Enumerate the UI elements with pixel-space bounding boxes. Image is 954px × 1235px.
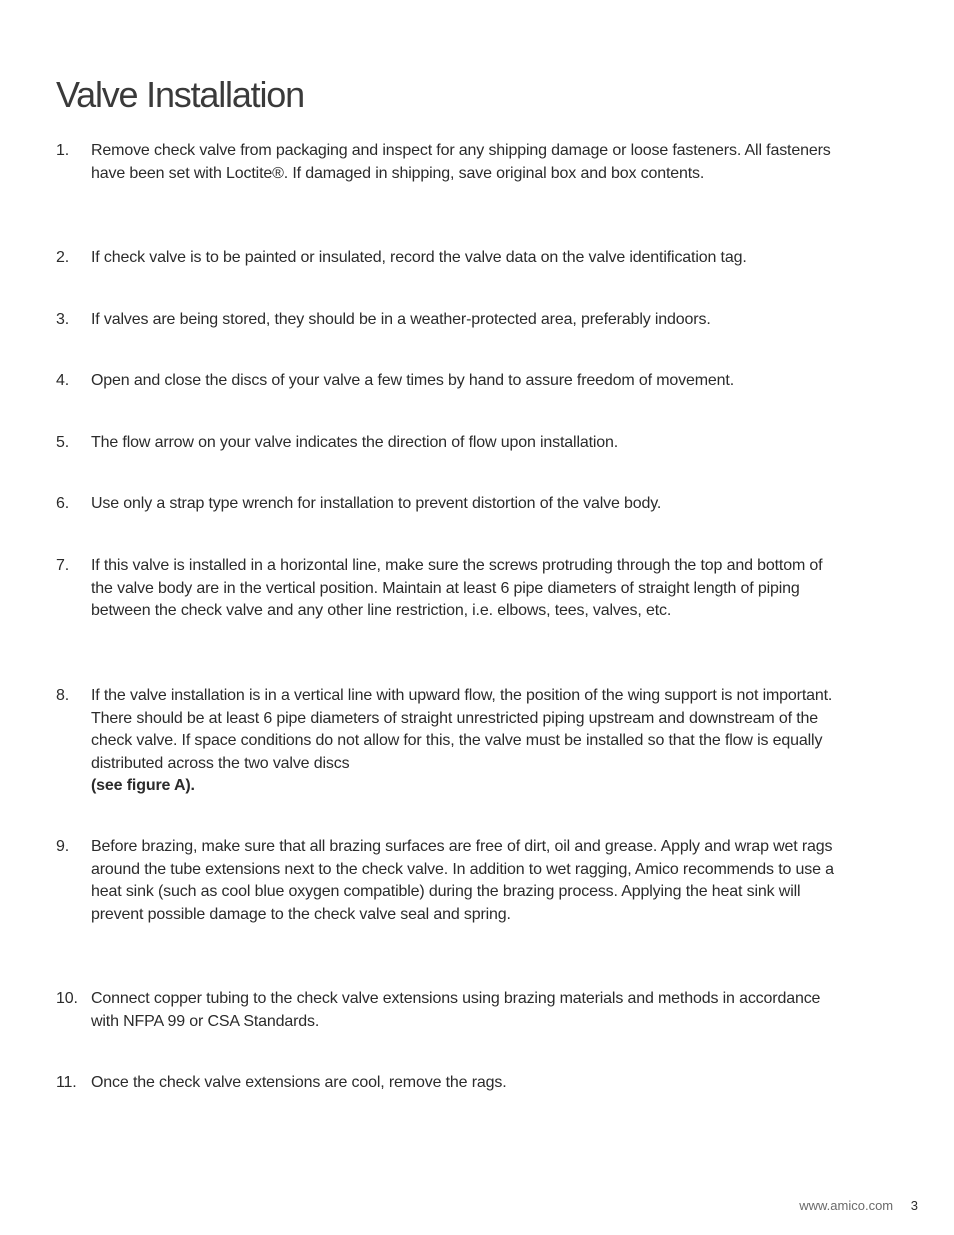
- step-item: [56, 140, 846, 185]
- step-text: Open and close the discs of your valve a few times by hand to assure freedom of movement.: [91, 372, 734, 389]
- step-item: [56, 370, 846, 393]
- step-item: [56, 836, 846, 926]
- step-number: 1.: [56, 142, 70, 159]
- step-number: 8.: [56, 687, 70, 704]
- step-text: Remove check valve from packaging and inspect for any shipping damage or loose fasteners. All fasteners have been set with Loctite®. If damaged in shipping, save original box and box contents.: [91, 142, 831, 182]
- step-number: 7.: [56, 557, 70, 574]
- step-item: [56, 555, 846, 623]
- step-text: [91, 685, 846, 798]
- figure-reference: (see figure A).: [91, 777, 195, 794]
- step-text-body: If the valve installation is in a vertical line with upward flow, the position of the wing support is not important. There should be at least 6 pipe diameters of straight unrestricted piping upstream and downstream of the check valve. If space conditions do not allow for this, the valve must be installed so that the flow is equally distributed across the two valve discs: [91, 687, 833, 772]
- step-text: If this valve is installed in a horizontal line, make sure the screws protruding through the top and bottom of the valve body are in the vertical position. Maintain at least 6 pipe diameters of straight length of piping between the check valve and any other line restriction, i.e. elbows, tees, valves, etc.: [91, 557, 823, 619]
- step-number: 10.: [56, 990, 78, 1007]
- step-text: Connect copper tubing to the check valve extensions using brazing materials and methods in accordance with NFPA 99 or CSA Standards.: [91, 990, 821, 1030]
- step-number: 4.: [56, 372, 70, 389]
- footer-url: www.amico.com: [799, 1198, 894, 1213]
- step-text: Once the check valve extensions are cool, remove the rags.: [91, 1074, 507, 1091]
- step-item: [56, 1072, 846, 1095]
- step-number: 3.: [56, 311, 70, 328]
- step-number: 9.: [56, 838, 70, 855]
- step-item: [56, 247, 846, 270]
- page-number: 3: [910, 1198, 918, 1213]
- step-number: 6.: [56, 495, 70, 512]
- step-item: [56, 493, 846, 516]
- step-text: The flow arrow on your valve indicates the direction of flow upon installation.: [91, 434, 619, 451]
- step-item: [56, 309, 846, 332]
- step-text: If valves are being stored, they should be in a weather-protected area, preferably indoors.: [91, 311, 711, 328]
- step-text: Use only a strap type wrench for installation to prevent distortion of the valve body.: [91, 495, 662, 512]
- step-number: 11.: [56, 1074, 77, 1091]
- step-item: [56, 685, 846, 798]
- step-item: [56, 432, 846, 455]
- page-footer: [799, 1198, 918, 1213]
- step-number: 5.: [56, 434, 70, 451]
- step-text: Before brazing, make sure that all brazing surfaces are free of dirt, oil and grease. Apply and wrap wet rags around the tube extensions next to the check valve. In addition to wet ragging, Amico recommends to use a heat sink (such as cool blue oxygen compatible) during the brazing process. Applying the heat sink will prevent possible damage to the check valve seal and spring.: [91, 838, 834, 923]
- step-text: If check valve is to be painted or insulated, record the valve data on the valve identification tag.: [91, 249, 747, 266]
- step-item: [56, 988, 846, 1033]
- page-title: Valve Installation: [56, 74, 304, 115]
- step-number: 2.: [56, 249, 70, 266]
